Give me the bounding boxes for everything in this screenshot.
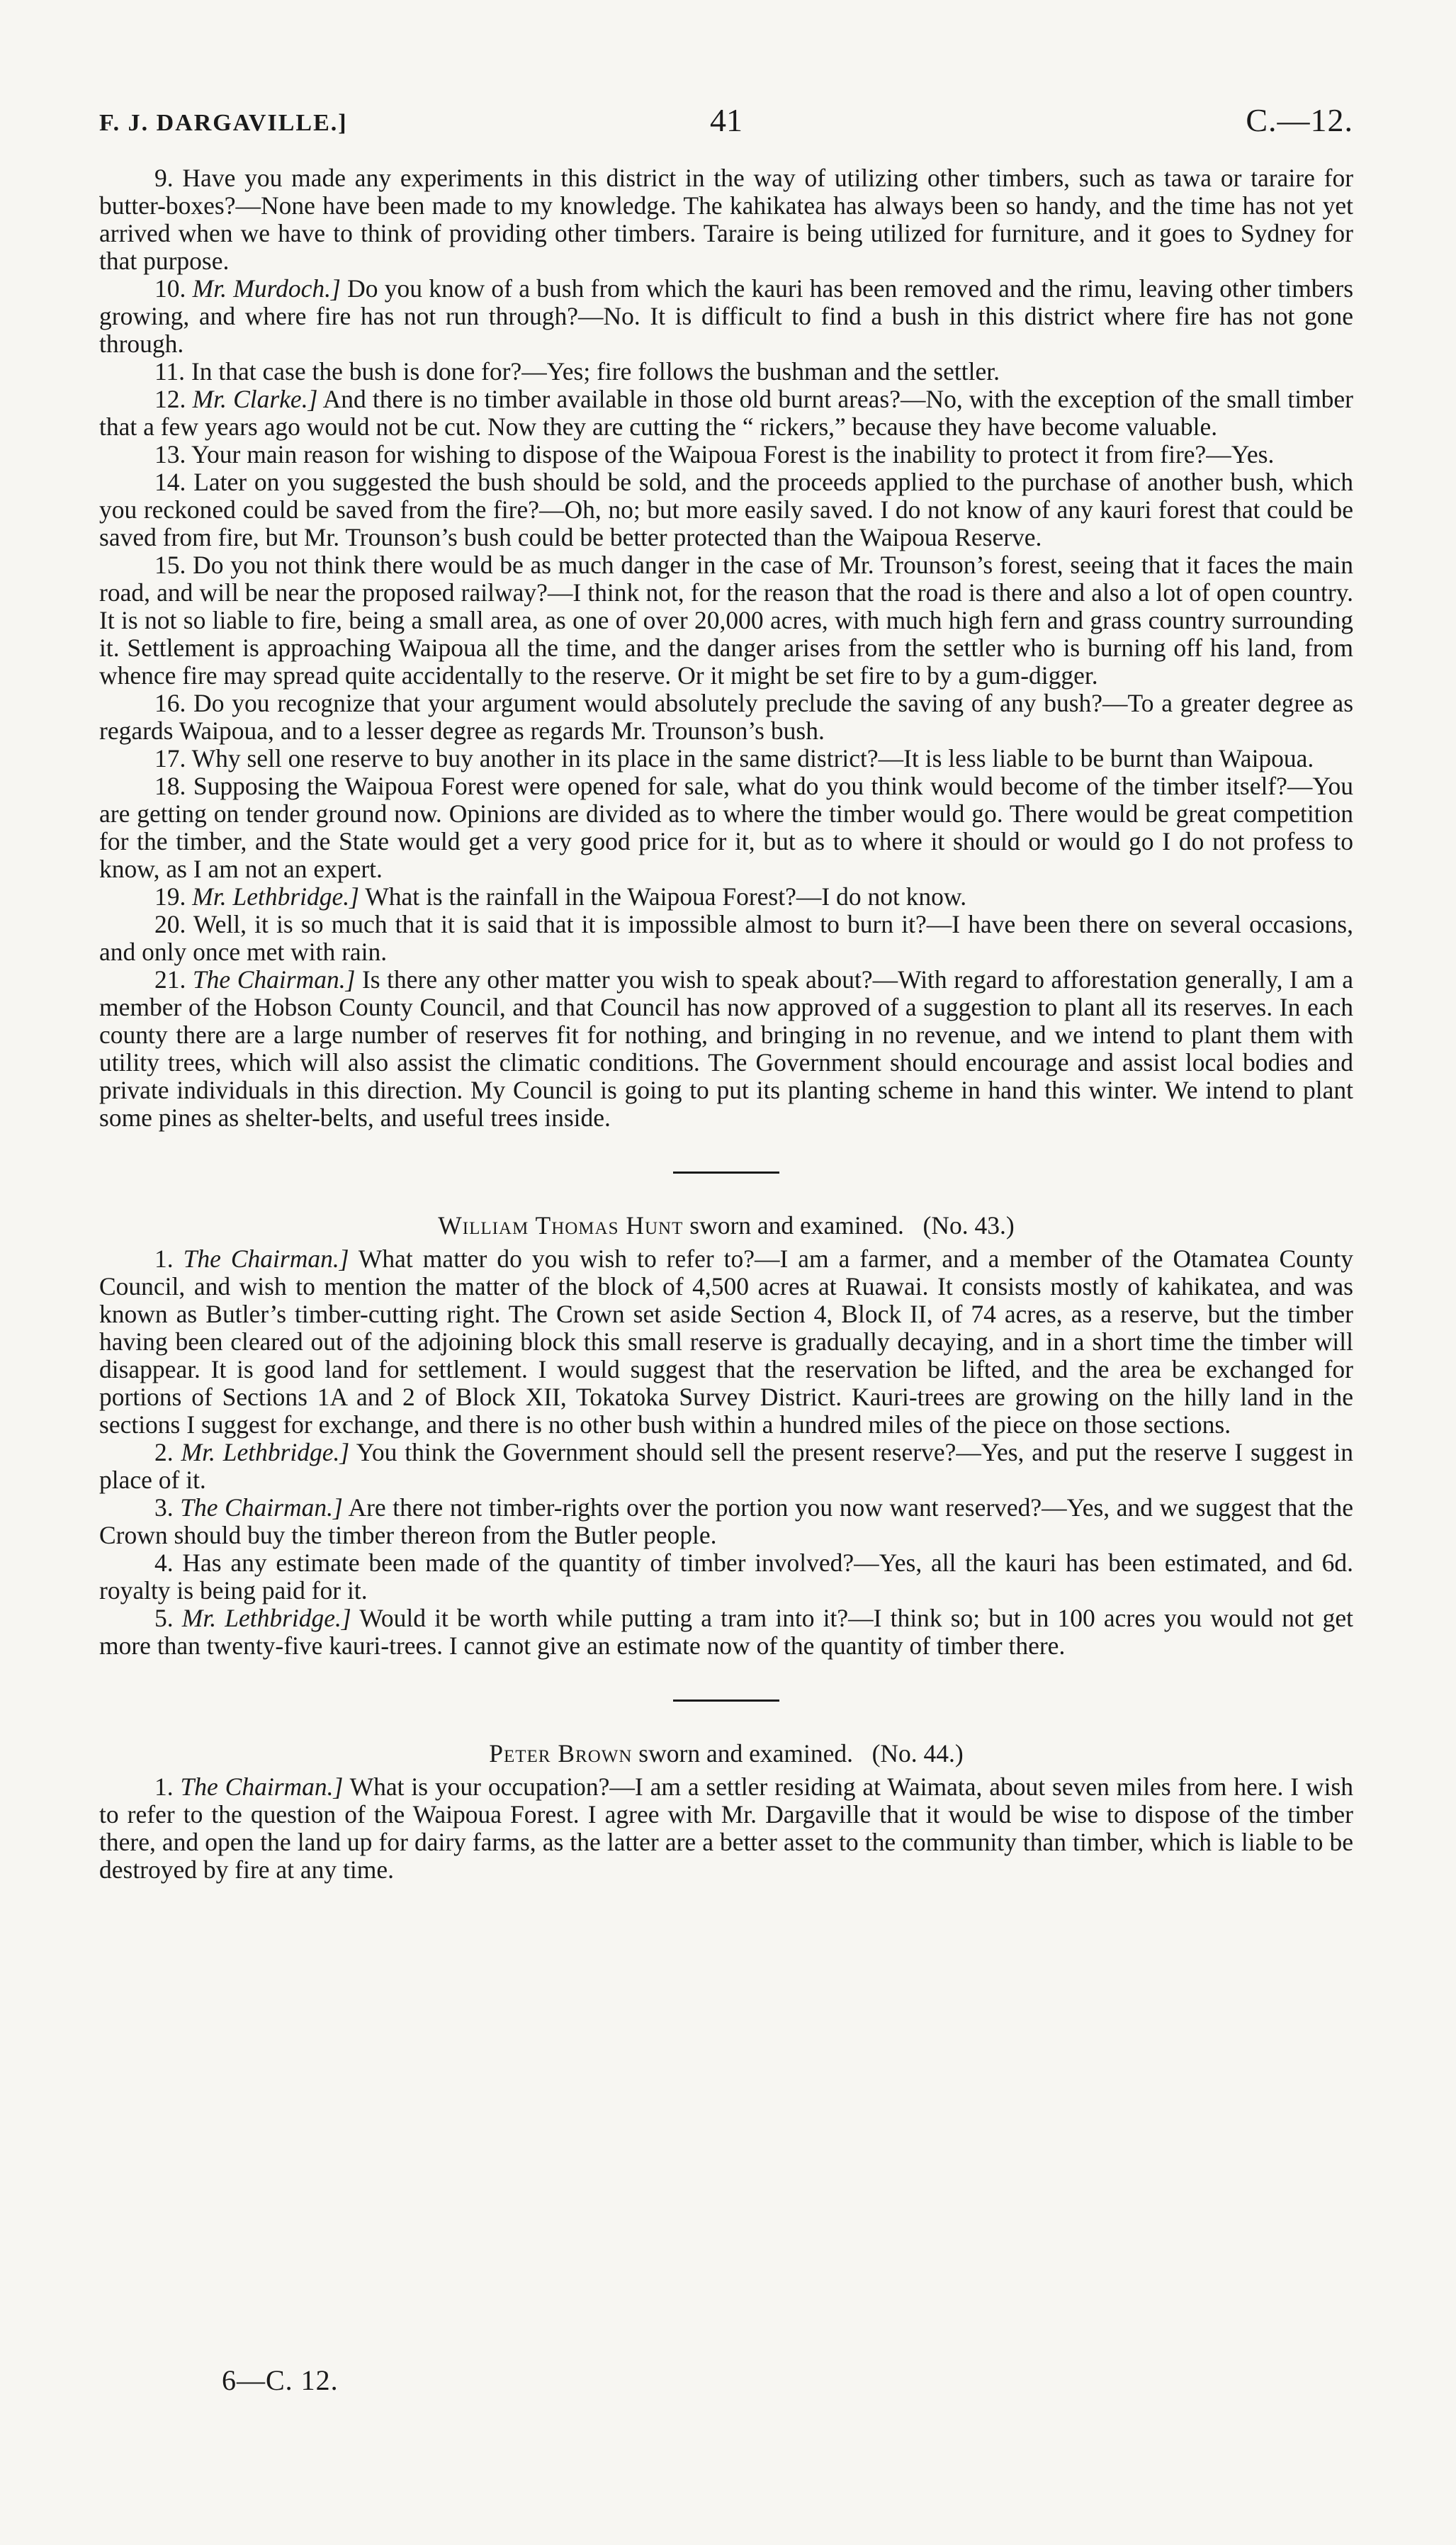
page-signature: 6—C. 12.	[222, 2364, 339, 2396]
speaker-name: The Chairman.]	[180, 1493, 343, 1522]
speaker-name: Mr. Murdoch.]	[192, 274, 341, 303]
witness-heading-text: sworn and examined.	[638, 1739, 853, 1768]
question-number: 18.	[154, 772, 186, 800]
question-paragraph	[99, 1605, 1353, 1660]
witness-heading-name: Peter Brown	[489, 1739, 633, 1768]
question-number: 9.	[154, 164, 174, 192]
question-number: 4.	[154, 1549, 174, 1577]
question-number: 14.	[154, 468, 186, 496]
question-number: 17.	[154, 744, 186, 773]
page-header	[99, 96, 1353, 152]
section-divider	[673, 1700, 779, 1702]
question-paragraph	[99, 164, 1353, 275]
question-number: 16.	[154, 689, 186, 717]
question-number: 20.	[154, 910, 186, 938]
question-number: 5.	[154, 1604, 174, 1632]
question-paragraph	[99, 1494, 1353, 1549]
speaker-name: Mr. Lethbridge.]	[181, 1604, 351, 1632]
question-text: Have you made any experiments in this district in the way of utilizing other timbers, such as tawa or taraire for butter-boxes?—None have been made to my knowledge. The kahikatea has always been so handy, and the time has not yet arrived when we have to think of providing other timbers. Taraire is being utilized for furniture, and it goes to Sydney for that purpose.	[99, 164, 1354, 275]
question-paragraph	[99, 551, 1353, 690]
question-text: Do you not think there would be as much danger in the case of Mr. Trounson’s forest, seeing that it faces the main road, and will be near the proposed railway?—I think not, for the reason that the road is there and also a lot of open country. It is not so liable to fire, being a small area, as one of over 20,000 acres, with much high fern and grass country surrounding it. Settlement is approaching Waipoua all the time, and the danger arises from the settler who is burning off his land, from whence fire may spread quite accidentally to the reserve. Or it might be set fire to by a gum-digger.	[99, 551, 1354, 690]
question-number: 3.	[154, 1493, 174, 1522]
speaker-name: The Chairman.]	[183, 1245, 349, 1273]
question-text: Well, it is so much that it is said that it is impossible almost to burn it?—I have been there on several occasions, and only once met with rain.	[99, 910, 1353, 966]
witness-heading-number: (No. 44.)	[871, 1739, 964, 1768]
speaker-name: The Chairman.]	[192, 965, 356, 994]
question-paragraph	[99, 275, 1353, 358]
question-number: 21.	[154, 965, 186, 994]
question-paragraph	[99, 386, 1353, 441]
witness-heading-text: sworn and examined.	[689, 1211, 904, 1240]
question-paragraph	[99, 911, 1353, 966]
question-number: 15.	[154, 551, 186, 579]
question-paragraph	[99, 1549, 1353, 1605]
question-text: Later on you suggested the bush should be sold, and the proceeds applied to the purchase of another bush, which you reckoned could be saved from the fire?—Oh, no; but more easily saved. I do not know of any kauri forest that could be saved from fire, but Mr. Trounson’s bush could be better protected than the Waipoua Reserve.	[99, 468, 1353, 551]
witness-name: F. J. DARGAVILLE.]	[99, 110, 348, 136]
speaker-name: The Chairman.]	[180, 1772, 344, 1801]
question-number: 2.	[154, 1438, 174, 1466]
question-paragraph	[99, 745, 1353, 773]
witness-heading-number: (No. 43.)	[922, 1211, 1015, 1240]
question-number: 13.	[154, 440, 186, 468]
question-text: What matter do you wish to refer to?—I am a farmer, and a member of the Otamatea County Council, and wish to mention the matter of the block of 4,500 acres at Ruawai. It consists mostly of kahikatea, and was known as Butler’s timber-cutting right. The Crown set aside Section 4, Block II, of 74 acres, as a reserve, but the timber having been cleared out of the adjoining block this small reserve is gradually decaying, and in a short time the timber will disappear. It is good land for settlement. I would suggest that the reservation be lifted, and the area be exchanged for portions of Sections 1A and 2 of Block XII, Tokatoka Survey District. Kauri-trees are growing on the hilly land in the sections I suggest for exchange, and there is no other bush within a hundred miles of the piece on those sections.	[99, 1245, 1354, 1439]
page-number: 41	[710, 102, 743, 138]
question-text: Has any estimate been made of the quantity of timber involved?—Yes, all the kauri has been estimated, and 6d. royalty is being paid for it.	[99, 1549, 1353, 1605]
evidence-block-hunt	[99, 1245, 1353, 1660]
question-text: What is your occupation?—I am a settler residing at Waimata, about seven miles from here. I wish to refer to the question of the Waipoua Forest. I agree with Mr. Dargaville that it would be wise to dispose of the timber there, and open the land up for dairy farms, as the latter are a better asset to the community than timber, which is liable to be destroyed by fire at any time.	[99, 1772, 1354, 1884]
question-text: What is the rainfall in the Waipoua Forest?—I do not know.	[365, 882, 967, 911]
question-number: 11.	[154, 357, 186, 386]
question-text: Why sell one reserve to buy another in its place in the same district?—It is less liable to be burnt than Waipoua.	[191, 744, 1314, 773]
witness-heading-name: William Thomas Hunt	[438, 1211, 684, 1240]
question-number: 12.	[154, 385, 186, 413]
question-text: Would it be worth while putting a tram into it?—I think so; but in 100 acres you would not get more than twenty-five kauri-trees. I cannot give an estimate now of the quantity of timber there.	[99, 1604, 1354, 1660]
question-number: 10.	[154, 274, 186, 303]
paper-reference: C.—12.	[1246, 102, 1353, 138]
question-text: Your main reason for wishing to dispose of the Waipoua Forest is the inability to protect it from fire?—Yes.	[191, 440, 1275, 468]
question-paragraph	[99, 883, 1353, 911]
question-paragraph	[99, 1439, 1353, 1494]
evidence-block-brown	[99, 1773, 1353, 1884]
question-text: Supposing the Waipoua Forest were opened for sale, what do you think would become of the timber itself?—You are getting on tender ground now. Opinions are divided as to where the timber would go. There would be great competition for the timber, and the State would get a very good price for it, but as to where it should or would go I do not profess to know, as I am not an expert.	[99, 772, 1353, 883]
question-text: You think the Government should sell the present reserve?—Yes, and put the reserve I suggest in place of it.	[99, 1438, 1353, 1494]
speaker-name: Mr. Lethbridge.]	[181, 1438, 350, 1466]
question-text: In that case the bush is done for?—Yes; fire follows the bushman and the settler.	[191, 357, 1000, 386]
question-paragraph	[99, 966, 1353, 1132]
question-paragraph	[99, 468, 1353, 551]
question-paragraph	[99, 358, 1353, 386]
question-paragraph	[99, 441, 1353, 468]
question-number: 19.	[154, 882, 186, 911]
question-paragraph	[99, 773, 1353, 883]
evidence-block-dargaville	[99, 164, 1353, 1132]
document-body	[99, 164, 1353, 1884]
speaker-name: Mr. Lethbridge.]	[192, 882, 359, 911]
question-text: Do you recognize that your argument would absolutely preclude the saving of any bush?—To a greater degree as regards Waipoua, and to a lesser degree as regards Mr. Trounson’s bush.	[99, 689, 1354, 745]
section-title-brown	[99, 1740, 1353, 1768]
speaker-name: Mr. Clarke.]	[192, 385, 318, 413]
question-paragraph	[99, 690, 1353, 745]
question-text: Are there not timber-rights over the portion you now want reserved?—Yes, and we suggest that the Crown should buy the timber thereon from the Butler people.	[99, 1493, 1354, 1549]
question-text: And there is no timber available in those old burnt areas?—No, with the exception of the small timber that a few years ago would not be cut. Now they are cutting the “ rickers,” because they have become valuable.	[99, 385, 1354, 441]
question-number: 1.	[154, 1772, 174, 1801]
question-paragraph	[99, 1245, 1353, 1439]
question-text: Do you know of a bush from which the kauri has been removed and the rimu, leaving other timbers growing, and where fire has not run through?—No. It is difficult to find a bush in this district where fire has not gone through.	[99, 274, 1354, 358]
section-divider	[673, 1172, 779, 1174]
question-text: Is there any other matter you wish to speak about?—With regard to afforestation generally, I am a member of the Hobson County Council, and that Council has now approved of a suggestion to plant all its reserves. In each county there are a large number of reserves fit for nothing, and bringing in no revenue, and we intend to plant them with utility trees, which will also assist the climatic conditions. The Government should encourage and assist local bodies and private individuals in this direction. My Council is going to put its planting scheme in hand this winter. We intend to plant some pines as shelter-belts, and useful trees inside.	[99, 965, 1354, 1132]
question-number: 1.	[154, 1245, 174, 1273]
section-title-hunt	[99, 1212, 1353, 1240]
question-paragraph	[99, 1773, 1353, 1884]
